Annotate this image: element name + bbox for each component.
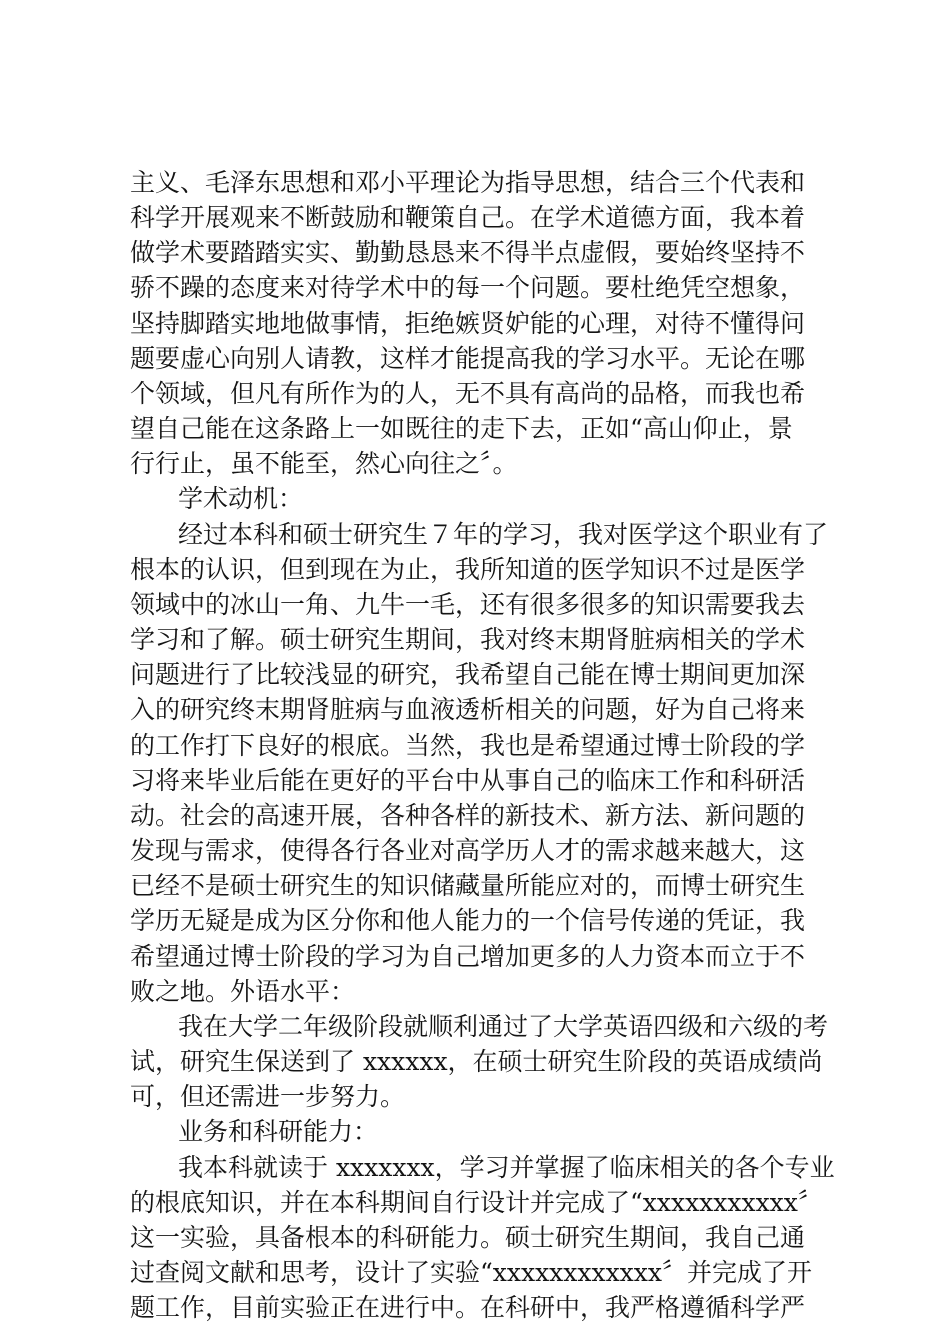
text-line: 学历无疑是成为区分你和他人能力的一个信号传递的凭证，我	[130, 906, 806, 935]
text-line: 领域中的冰山一角、九牛一毛，还有很多很多的知识需要我去	[130, 590, 806, 619]
text-line: 发现与需求，使得各行各业对高学历人才的需求越来越大，这	[130, 836, 806, 865]
text-line: 行行止，虽不能至，然心向往之〞。	[130, 449, 518, 478]
text-line: 可，但还需进一步努力。	[130, 1082, 406, 1111]
text-line: 希望通过博士阶段的学习为自己增加更多的人力资本而立于不	[130, 942, 806, 971]
text-line: 入的研究终末期肾脏病与血液透析相关的问题，好为自己将来	[130, 695, 806, 724]
section-heading: 业务和科研能力：	[178, 1117, 379, 1146]
text-line: 问题进行了比较浅显的研究，我希望自己能在博士期间更加深	[130, 660, 806, 689]
text-line: 个领域，但凡有所作为的人，无不具有高尚的品格，而我也希	[130, 379, 806, 408]
text-line: 题要虚心向别人请教，这样才能提高我的学习水平。无论在哪	[130, 344, 806, 373]
section-heading: 学术动机：	[178, 484, 304, 513]
text-line: 做学术要踏踏实实、勤勤恳恳来不得半点虚假，要始终坚持不	[130, 238, 806, 267]
text-line: 题工作，目前实验正在进行中。在科研中，我严格遵循科学严	[130, 1293, 806, 1322]
text-line: 坚持脚踏实地地做事情，拒绝嫉贤妒能的心理，对待不懂得问	[130, 309, 806, 338]
text-line: 已经不是硕士研究生的知识储藏量所能应对的，而博士研究生	[130, 871, 806, 900]
text-line: 根本的认识，但到现在为止，我所知道的医学知识不过是医学	[130, 555, 806, 584]
text-line: 试，研究生保送到了 xxxxxx，在硕士研究生阶段的英语成绩尚	[130, 1047, 823, 1076]
text-line: 学习和了解。硕士研究生期间，我对终末期肾脏病相关的学术	[130, 625, 806, 654]
text-line: 这一实验，具备根本的科研能力。硕士研究生期间，我自己通	[130, 1223, 806, 1252]
text-line: 科学开展观来不断鼓励和鞭策自己。在学术道德方面，我本着	[130, 203, 806, 232]
paragraph-first-line: 我在大学二年级阶段就顺利通过了大学英语四级和六级的考	[178, 1012, 829, 1041]
text-line: 的工作打下良好的根底。当然，我也是希望通过博士阶段的学	[130, 731, 806, 760]
text-line: 望自己能在这条路上一如既往的走下去，正如“高山仰止，景	[130, 414, 793, 443]
paragraph-first-line: 经过本科和硕士研究生７年的学习，我对医学这个职业有了	[178, 520, 829, 549]
text-line: 习将来毕业后能在更好的平台中从事自己的临床工作和科研活	[130, 766, 806, 795]
text-line: 动。社会的高速开展，各种各样的新技术、新方法、新问题的	[130, 801, 806, 830]
text-line: 骄不躁的态度来对待学术中的每一个问题。要杜绝凭空想象，	[130, 273, 806, 302]
text-line: 主义、毛泽东思想和邓小平理论为指导思想，结合三个代表和	[130, 168, 806, 197]
text-line: 过查阅文献和思考，设计了实验“xxxxxxxxxxxx〞并完成了开	[130, 1258, 812, 1287]
paragraph-first-line: 我本科就读于 xxxxxxx，学习并掌握了临床相关的各个专业	[178, 1153, 835, 1182]
text-line: 败之地。外语水平：	[130, 977, 356, 1006]
text-line: 的根底知识，并在本科期间自行设计并完成了“xxxxxxxxxxx〞	[130, 1188, 823, 1217]
